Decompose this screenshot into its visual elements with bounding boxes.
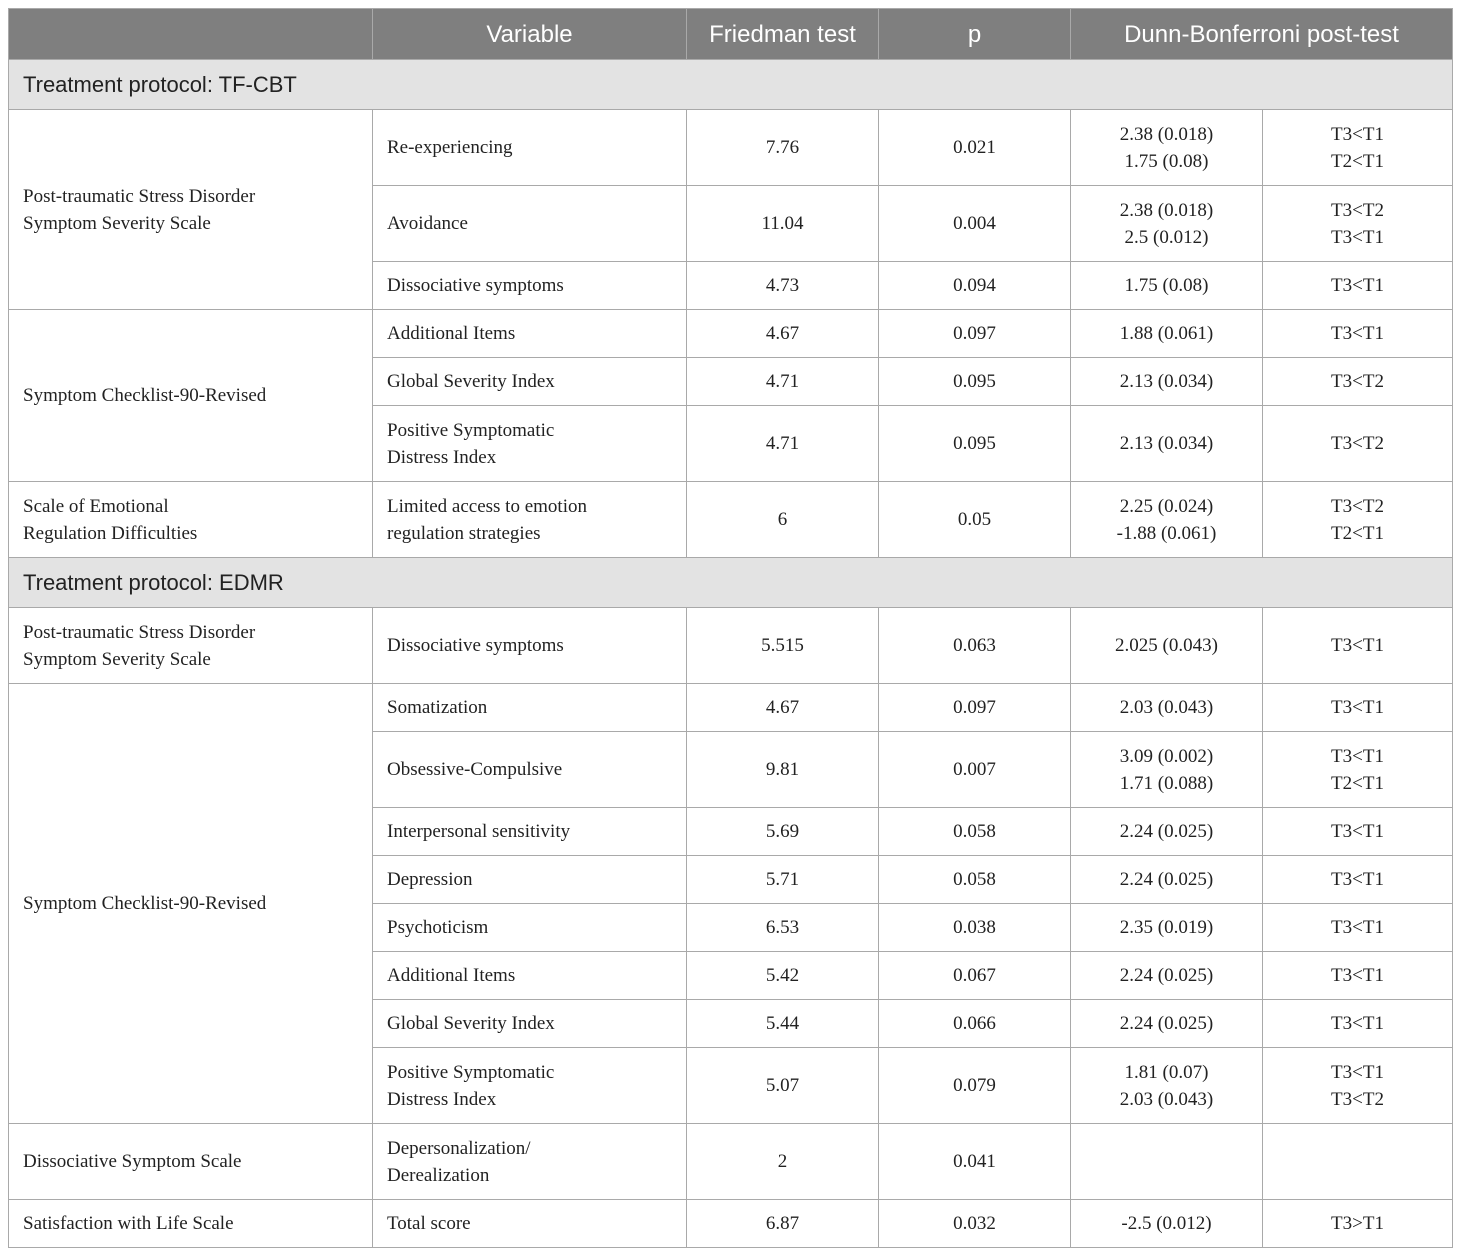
table-row <box>9 482 1453 558</box>
dunn-cell: 1.81 (0.07) 2.03 (0.043) <box>1071 1048 1263 1124</box>
p-cell: 0.079 <box>879 1048 1071 1124</box>
p-cell: 0.063 <box>879 608 1071 684</box>
comparison-cell: T3<T2 <box>1263 406 1453 482</box>
dunn-cell: 2.24 (0.025) <box>1071 1000 1263 1048</box>
variable-cell: Depression <box>373 856 687 904</box>
section-row-tfcbt <box>9 60 1453 110</box>
dunn-cell: 2.03 (0.043) <box>1071 684 1263 732</box>
variable-cell: Global Severity Index <box>373 1000 687 1048</box>
variable-cell: Dissociative symptoms <box>373 262 687 310</box>
p-cell: 0.032 <box>879 1200 1071 1248</box>
section-row-edmr <box>9 558 1453 608</box>
p-cell: 0.095 <box>879 406 1071 482</box>
comparison-cell: T3<T1 <box>1263 952 1453 1000</box>
scale-cell: Post-traumatic Stress Disorder Symptom Severity Scale <box>9 608 373 684</box>
friedman-cell: 2 <box>687 1124 879 1200</box>
dunn-cell: 2.35 (0.019) <box>1071 904 1263 952</box>
p-cell: 0.097 <box>879 684 1071 732</box>
section-title-edmr: Treatment protocol: EDMR <box>9 558 1453 608</box>
p-cell: 0.007 <box>879 732 1071 808</box>
p-cell: 0.066 <box>879 1000 1071 1048</box>
p-cell: 0.05 <box>879 482 1071 558</box>
p-cell: 0.041 <box>879 1124 1071 1200</box>
p-cell: 0.094 <box>879 262 1071 310</box>
table-row <box>9 1200 1453 1248</box>
dunn-cell: -2.5 (0.012) <box>1071 1200 1263 1248</box>
header-p: p <box>879 9 1071 60</box>
friedman-cell: 5.71 <box>687 856 879 904</box>
p-cell: 0.097 <box>879 310 1071 358</box>
variable-cell: Dissociative symptoms <box>373 608 687 684</box>
friedman-cell: 4.71 <box>687 406 879 482</box>
table-row <box>9 310 1453 358</box>
dunn-cell: 2.13 (0.034) <box>1071 358 1263 406</box>
dunn-cell: 1.88 (0.061) <box>1071 310 1263 358</box>
comparison-cell: T3<T1 <box>1263 608 1453 684</box>
p-cell: 0.058 <box>879 808 1071 856</box>
friedman-cell: 11.04 <box>687 186 879 262</box>
comparison-cell: T3<T1 <box>1263 310 1453 358</box>
friedman-cell: 4.67 <box>687 684 879 732</box>
p-cell: 0.067 <box>879 952 1071 1000</box>
variable-cell: Interpersonal sensitivity <box>373 808 687 856</box>
header-friedman-test: Friedman test <box>687 9 879 60</box>
friedman-cell: 9.81 <box>687 732 879 808</box>
variable-cell: Limited access to emotion regulation strategies <box>373 482 687 558</box>
friedman-cell: 6.87 <box>687 1200 879 1248</box>
table-row <box>9 1124 1453 1200</box>
variable-cell: Depersonalization/ Derealization <box>373 1124 687 1200</box>
scale-cell: Post-traumatic Stress Disorder Symptom Severity Scale <box>9 110 373 310</box>
table-row <box>9 684 1453 732</box>
section-title-tfcbt: Treatment protocol: TF-CBT <box>9 60 1453 110</box>
dunn-cell: 2.24 (0.025) <box>1071 856 1263 904</box>
dunn-cell: 2.025 (0.043) <box>1071 608 1263 684</box>
p-cell: 0.095 <box>879 358 1071 406</box>
table-row <box>9 110 1453 186</box>
scale-cell: Satisfaction with Life Scale <box>9 1200 373 1248</box>
comparison-cell: T3<T1 T3<T2 <box>1263 1048 1453 1124</box>
friedman-cell: 4.71 <box>687 358 879 406</box>
comparison-cell: T3<T1 <box>1263 808 1453 856</box>
friedman-cell: 5.515 <box>687 608 879 684</box>
friedman-cell: 5.69 <box>687 808 879 856</box>
variable-cell: Re-experiencing <box>373 110 687 186</box>
friedman-cell: 5.44 <box>687 1000 879 1048</box>
dunn-cell <box>1071 1124 1263 1200</box>
dunn-cell: 2.13 (0.034) <box>1071 406 1263 482</box>
p-cell: 0.058 <box>879 856 1071 904</box>
comparison-cell: T3<T1 <box>1263 684 1453 732</box>
variable-cell: Psychoticism <box>373 904 687 952</box>
comparison-cell: T3<T1 <box>1263 262 1453 310</box>
friedman-cell: 5.42 <box>687 952 879 1000</box>
dunn-cell: 2.38 (0.018) 2.5 (0.012) <box>1071 186 1263 262</box>
header-row <box>9 9 1453 60</box>
friedman-cell: 7.76 <box>687 110 879 186</box>
comparison-cell: T3<T1 <box>1263 904 1453 952</box>
comparison-cell: T3<T2 <box>1263 358 1453 406</box>
scale-cell: Scale of Emotional Regulation Difficulties <box>9 482 373 558</box>
comparison-cell: T3<T1 T2<T1 <box>1263 110 1453 186</box>
dunn-cell: 2.24 (0.025) <box>1071 808 1263 856</box>
scale-cell: Symptom Checklist-90-Revised <box>9 310 373 482</box>
friedman-cell: 5.07 <box>687 1048 879 1124</box>
p-cell: 0.038 <box>879 904 1071 952</box>
friedman-cell: 4.73 <box>687 262 879 310</box>
dunn-cell: 2.24 (0.025) <box>1071 952 1263 1000</box>
table-row <box>9 608 1453 684</box>
comparison-cell: T3<T1 T2<T1 <box>1263 732 1453 808</box>
header-variable: Variable <box>373 9 687 60</box>
variable-cell: Positive Symptomatic Distress Index <box>373 406 687 482</box>
variable-cell: Positive Symptomatic Distress Index <box>373 1048 687 1124</box>
friedman-cell: 6 <box>687 482 879 558</box>
variable-cell: Global Severity Index <box>373 358 687 406</box>
variable-cell: Additional Items <box>373 310 687 358</box>
comparison-cell <box>1263 1124 1453 1200</box>
p-cell: 0.004 <box>879 186 1071 262</box>
variable-cell: Somatization <box>373 684 687 732</box>
comparison-cell: T3<T2 T2<T1 <box>1263 482 1453 558</box>
p-cell: 0.021 <box>879 110 1071 186</box>
header-dunn-bonferroni: Dunn-Bonferroni post-test <box>1071 9 1453 60</box>
dunn-cell: 1.75 (0.08) <box>1071 262 1263 310</box>
results-table <box>8 8 1453 1248</box>
variable-cell: Additional Items <box>373 952 687 1000</box>
variable-cell: Avoidance <box>373 186 687 262</box>
header-blank <box>9 9 373 60</box>
comparison-cell: T3<T1 <box>1263 1000 1453 1048</box>
dunn-cell: 2.25 (0.024) -1.88 (0.061) <box>1071 482 1263 558</box>
scale-cell: Dissociative Symptom Scale <box>9 1124 373 1200</box>
variable-cell: Obsessive-Compulsive <box>373 732 687 808</box>
comparison-cell: T3>T1 <box>1263 1200 1453 1248</box>
comparison-cell: T3<T2 T3<T1 <box>1263 186 1453 262</box>
dunn-cell: 3.09 (0.002) 1.71 (0.088) <box>1071 732 1263 808</box>
friedman-cell: 4.67 <box>687 310 879 358</box>
friedman-cell: 6.53 <box>687 904 879 952</box>
scale-cell: Symptom Checklist-90-Revised <box>9 684 373 1124</box>
comparison-cell: T3<T1 <box>1263 856 1453 904</box>
variable-cell: Total score <box>373 1200 687 1248</box>
dunn-cell: 2.38 (0.018) 1.75 (0.08) <box>1071 110 1263 186</box>
